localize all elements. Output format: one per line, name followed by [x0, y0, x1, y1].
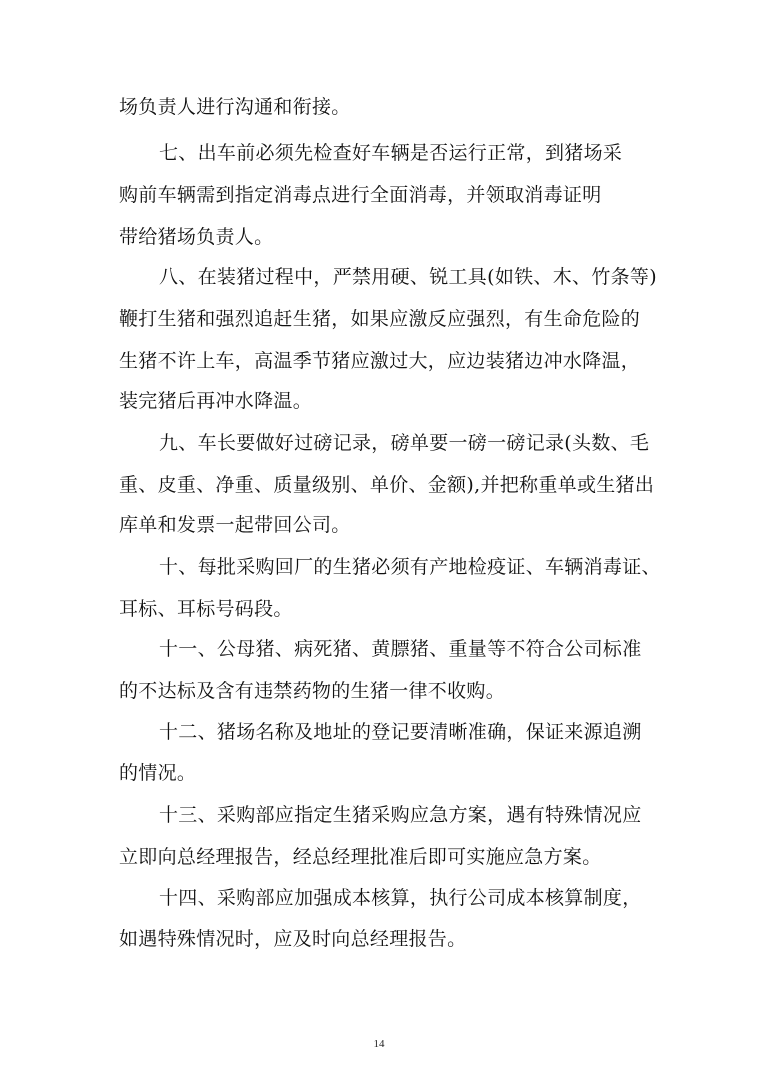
text-line: 九、车长要做好过磅记录，磅单要一磅一磅记录(头数、毛	[159, 432, 650, 454]
text-line: 购前车辆需到指定消毒点进行全面消毒，并领取消毒证明	[119, 184, 602, 206]
text-line: 的情况。	[119, 762, 197, 784]
text-line: 十一、公母猪、病死猪、黄膘猪、重量等不符合公司标准	[159, 638, 642, 660]
text-line: 耳标、耳标号码段。	[119, 598, 293, 620]
text-line: 鞭打生猪和强烈追赶生猪，如果应激反应强烈，有生命危险的	[119, 308, 641, 330]
text-line: 七、出车前必须先检查好车辆是否运行正常，到猪场采	[159, 142, 623, 164]
text-line: 带给猪场负责人。	[119, 226, 274, 248]
text-line: 十二、猪场名称及地址的登记要清晰准确，保证来源追溯	[159, 721, 642, 743]
text-line: 场负责人进行沟通和衔接。	[119, 96, 351, 118]
text-line: 立即向总经理报告，经总经理批准后即可实施应急方案。	[119, 846, 602, 868]
page-number: 14	[373, 1038, 385, 1050]
text-line: 重、皮重、净重、质量级别、单价、金额),并把称重单或生猪出	[119, 474, 655, 496]
text-line: 十三、采购部应指定生猪采购应急方案，遇有特殊情况应	[159, 804, 642, 826]
text-line: 的不达标及含有违禁药物的生猪一律不收购。	[119, 680, 506, 702]
text-line: 生猪不许上车，高温季节猪应激过大，应边装猪边冲水降温，	[119, 350, 641, 372]
text-line: 十、每批采购回厂的生猪必须有产地检疫证、车辆消毒证、	[159, 556, 661, 578]
text-line: 八、在装猪过程中，严禁用硬、锐工具(如铁、木、竹条等)	[159, 266, 657, 288]
text-line: 如遇特殊情况时，应及时向总经理报告。	[119, 928, 467, 950]
text-line: 十四、采购部应加强成本核算，执行公司成本核算制度，	[159, 887, 642, 909]
text-line: 装完猪后再冲水降温。	[119, 390, 313, 412]
text-line: 库单和发票一起带回公司。	[119, 514, 351, 536]
